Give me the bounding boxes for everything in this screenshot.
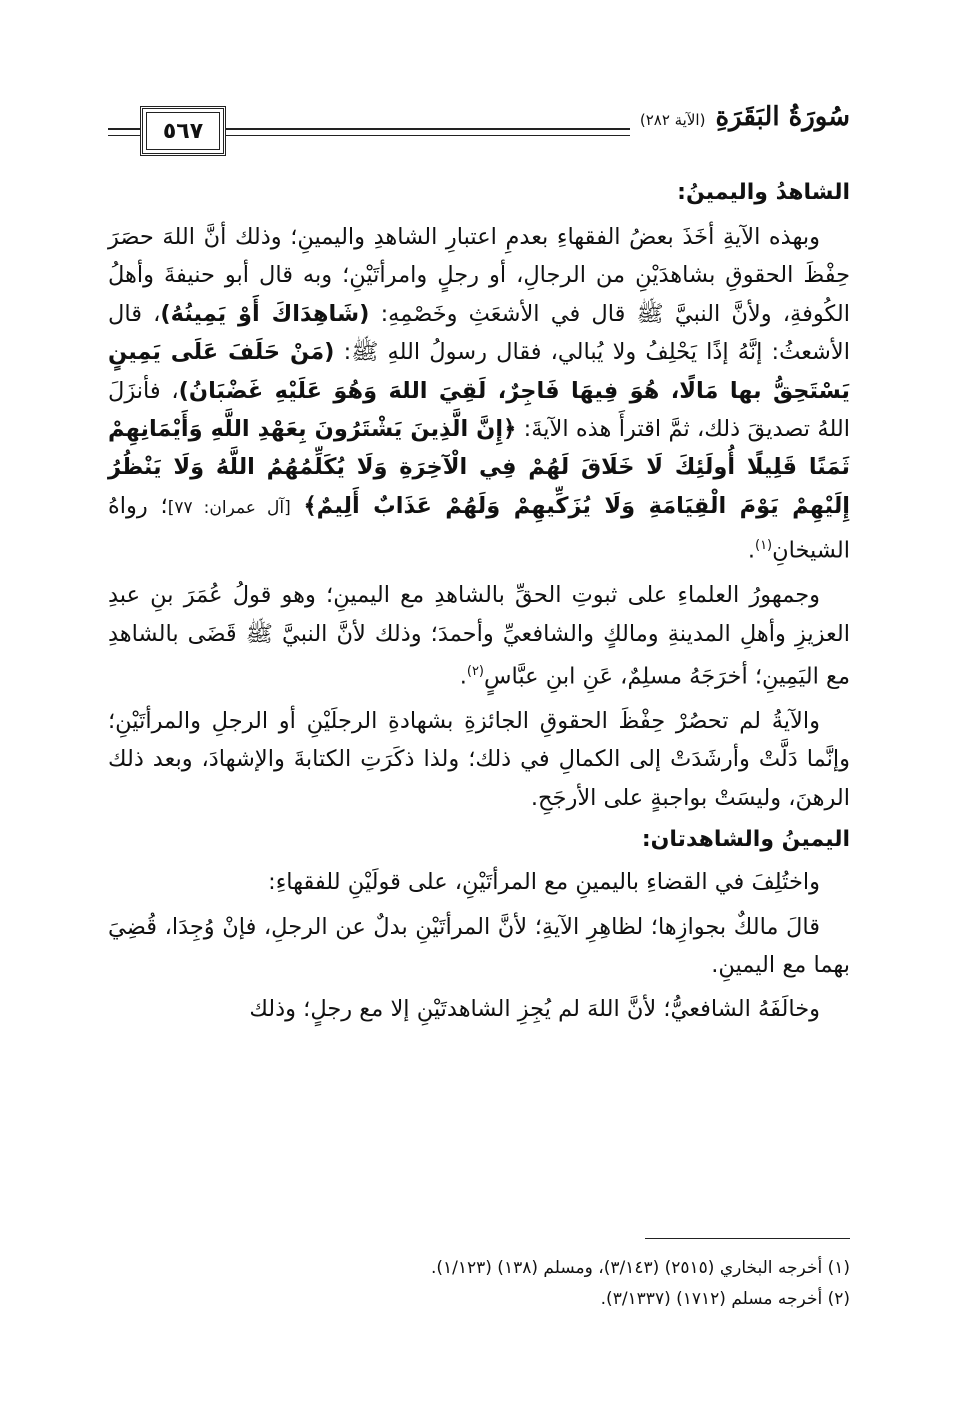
section-heading: اليمينُ والشاهدتان: — [641, 827, 850, 853]
page-number-frame — [140, 106, 226, 156]
footnote-marker: (١) — [754, 538, 773, 554]
paragraph: واختُلِفَ في القضاءِ باليمينِ مع المرأتَيْنِ، على قولَيْنِ للفقهاءِ: — [268, 869, 820, 896]
paragraph: قالَ مالكٌ بجوازِها؛ لظاهِرِ الآيةِ؛ لأنَّ المرأتَيْنِ بدلٌ عن الرجلِ، فإنْ وُجِدَا، قُضِيَ بهما مع اليمينِ. — [108, 913, 850, 978]
paragraph-text: ؛ رواهُ الشيخانِ — [108, 492, 850, 564]
page-header — [108, 102, 850, 160]
quran-verse: ﴿إِنَّ الَّذِينَ يَشْتَرُونَ بِعَهْدِ اللَّهِ وَأَيْمَانِهِمْ ثَمَنًا قَلِيلًا أُولَئِكَ لَا خَلَاقَ لَهُمْ فِي الْآخِرَةِ وَلَا يُكَلِّمُهُمُ اللَّهُ وَلَا يَنْظُرُ إِلَيْهِمْ يَوْمَ الْقِيَامَةِ وَلَا يُزَكِّيهِمْ وَلَهُمْ عَذَابٌ أَلِيمٌ﴾ — [108, 416, 850, 519]
surah-title: سُورَةُ البَقَرَةِ — [715, 102, 850, 132]
hadith-quote: (شَاهِدَاكَ أَوْ يَمِينُهُ) — [160, 300, 370, 327]
page-body — [108, 170, 850, 1029]
paragraph-text: وجمهورُ العلماءِ على ثبوتِ الحقِّ بالشاهدِ مع اليمينِ؛ وهو قولُ عُمَرَ بنِ عبدِ العزيزِ وأهلِ المدينةِ ومالكٍ والشافعيِّ وأحمدَ؛ وذلك لأنَّ النبيَّ ﷺ قَضَى بالشاهدِ مع اليَمِينِ؛ أخرَجَهُ مسلِمٌ، عَنِ ابنِ عبَّاسٍ — [108, 582, 850, 690]
section-heading: الشاهدُ واليمينُ: — [677, 180, 850, 205]
verse-citation: [آل عمران: ٧٧] — [167, 497, 291, 518]
running-head — [630, 102, 850, 144]
footnote: (٢) أخرجه مسلم (١٧١٢) (٣/١٣٣٧). — [600, 1289, 850, 1309]
paragraph: والآيةُ لم تحصُرْ حِفْظَ الحقوقِ الجائزةِ بشهادةِ الرجلَيْنِ أو الرجلِ والمرأتَيْنِ؛ وإنَّما دَلَّتْ وأرشَدَتْ إلى الكمالِ في ذلك؛ ولذا ذكَرَتِ الكتابةَ والإشهادَ، وبعد ذلك الرهنَ، وليسَتْ بواجبةٍ على الأرجَحِ. — [108, 707, 850, 811]
footnotes — [108, 1238, 850, 1315]
paragraph-text: ، قال الأشعثُ: إنَّهُ إذًا يَحْلِفُ ولا يُبالي، فقال رسولُ اللهِ ﷺ: — [108, 300, 850, 366]
paragraph-text: وبهذه الآيةِ أخَذَ بعضُ الفقهاءِ بعدمِ اعتبارِ الشاهدِ واليمينِ؛ وذلك أنَّ اللهَ حصَرَ حِفْظَ الحقوقِ بشاهدَيْنِ من الرجالِ، أو رجلٍ وامرأتَيْنِ؛ وبه قال أبو حنيفةَ وأهلُ الكُوفةِ، ولأنَّ النبيَّ ﷺ قال في الأشعَثِ وخَصْمِهِ: — [108, 224, 851, 327]
verse-reference: (الآية ٢٨٢) — [639, 111, 706, 129]
footnote-marker: (٢) — [466, 663, 484, 679]
paragraph: وجمهورُ العلماءِ على ثبوتِ الحقِّ بالشاهدِ مع اليمينِ؛ وهو قولُ عُمَرَ بنِ عبدِ العزيزِ وأهلِ المدينةِ ومالكٍ والشافعيِّ وأحمدَ؛ وذلك لأنَّ النبيَّ ﷺ قَضَى بالشاهدِ مع اليَمِينِ؛ أخرَجَهُ مسلِمٌ، عَنِ ابنِ عبَّاسٍ$^{(٢)}$. — [108, 582, 850, 690]
footnote: (١) أخرجه البخاري (٢٥١٥) (٣/١٤٣)، ومسلم (١٣٨) (١/١٢٣). — [430, 1258, 850, 1278]
page-number: ٥٦٧ — [162, 118, 204, 144]
paragraph: وخالَفَهُ الشافعيُّ؛ لأنَّ اللهَ لم يُجِزِ الشاهدتَيْنِ إلا مع رجلٍ؛ وذلك — [249, 996, 820, 1023]
paragraph-text: ، فأنزَلَ اللهُ تصديقَ ذلك، ثمَّ اقترأَ هذه الآيةَ: — [108, 377, 850, 443]
hadith-quote: (مَنْ حَلَفَ عَلَى يَمِينٍ يَسْتَحِقُّ بها مَالًا، هُوَ فِيهَا فَاجِرٌ، لَقِيَ اللهَ وَهُوَ عَلَيْهِ غَضْبَانُ) — [108, 339, 850, 404]
paragraph: وبهذه الآيةِ أخَذَ بعضُ الفقهاءِ بعدمِ اعتبارِ الشاهدِ واليمينِ؛ وذلك أنَّ اللهَ حصَرَ حِفْظَ الحقوقِ بشاهدَيْنِ من الرجالِ، أو رجلٍ وامرأتَيْنِ؛ وبه قال أبو حنيفةَ وأهلُ الكُوفةِ، ولأنَّ النبيَّ ﷺ قال في الأشعَثِ وخَصْمِهِ: (شَاهِدَاكَ أَوْ يَمِينُهُ)، قال الأشعثُ: إنَّهُ إذًا يَحْلِفُ ولا يُبالي، فقال رسولُ اللهِ ﷺ: (مَنْ حَلَفَ عَلَى يَمِينٍ يَسْتَحِقُّ بها مَالًا، هُوَ فِيهَا فَاجِرٌ، لَقِيَ اللهَ وَهُوَ عَلَيْهِ غَضْبَانُ)، فأنزَلَ اللهُ تصديقَ ذلك، ثمَّ اقترأَ هذه الآيةَ: ﴿إِنَّ الَّذِينَ يَشْتَرُونَ بِعَهْدِ اللَّهِ وَأَيْمَانِهِمْ ثَمَنًا قَلِيلًا أُولَئِكَ لَا خَلَاقَ لَهُمْ فِي الْآخِرَةِ وَلَا يُكَلِّمُهُمُ اللَّهُ وَلَا يَنْظُرُ إِلَيْهِمْ يَوْمَ الْقِيَامَةِ وَلَا يُزَكِّيهِمْ وَلَهُمْ عَذَابٌ أَلِيمٌ﴾ [آل عمران: ٧٧]؛ رواهُ الشيخانِ$^{(١)}$. — [108, 224, 851, 564]
footnote-separator — [645, 1238, 850, 1239]
